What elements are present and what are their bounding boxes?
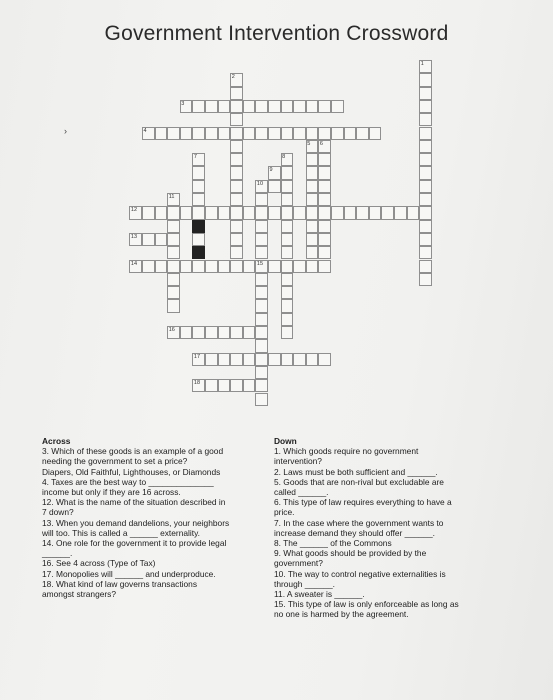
grid-cell[interactable]: [230, 233, 243, 246]
grid-cell[interactable]: [419, 153, 432, 166]
grid-cell[interactable]: [155, 233, 168, 246]
grid-cell[interactable]: [268, 260, 281, 273]
grid-cell[interactable]: [281, 326, 294, 339]
grid-cell[interactable]: [205, 353, 218, 366]
grid-cell[interactable]: [281, 193, 294, 206]
grid-cell[interactable]: [306, 246, 319, 259]
across-clue-line: 7 down?: [42, 507, 74, 518]
grid-cell[interactable]: [369, 127, 382, 140]
down-clues: [274, 436, 544, 620]
grid-cell[interactable]: [192, 180, 205, 193]
grid-cell[interactable]: [381, 206, 394, 219]
grid-cell[interactable]: [243, 127, 256, 140]
clue-number: 11: [168, 194, 175, 200]
across-clue-line: Diapers, Old Faithful, Lighthouses, or Diamonds: [42, 466, 221, 477]
grid-cell[interactable]: [218, 127, 231, 140]
grid-cell[interactable]: [230, 206, 243, 219]
clue-number: 9: [269, 167, 273, 174]
grid-cell[interactable]: [218, 326, 231, 339]
grid-cell[interactable]: [205, 206, 218, 219]
grid-cell[interactable]: [407, 206, 420, 219]
grid-cell[interactable]: [255, 326, 268, 339]
grid-cell[interactable]: [419, 100, 432, 113]
across-clues: [42, 436, 277, 599]
grid-cell[interactable]: [419, 166, 432, 179]
grid-cell[interactable]: [192, 193, 205, 206]
grid-cell[interactable]: [192, 326, 205, 339]
grid-cell[interactable]: [180, 326, 193, 339]
grid-cell[interactable]: [255, 393, 268, 406]
grid-cell[interactable]: [306, 260, 319, 273]
across-clue-line: will too. This is called a ______ externality.: [42, 527, 200, 538]
grid-cell[interactable]: [419, 180, 432, 193]
grid-cell[interactable]: [255, 379, 268, 392]
grid-cell[interactable]: [243, 260, 256, 273]
clue-number: 3: [181, 100, 185, 107]
clue-number: 1: [420, 61, 424, 67]
grid-cell[interactable]: [318, 180, 331, 193]
shaded-cell: [192, 246, 205, 259]
grid-cell[interactable]: [205, 127, 218, 140]
across-clue-line: 14. One role for the government it to provide legal: [42, 538, 227, 549]
grid-cell[interactable]: [419, 87, 432, 100]
grid-cell[interactable]: [369, 206, 382, 219]
grid-cell[interactable]: [218, 353, 231, 366]
grid-cell[interactable]: [192, 233, 205, 246]
grid-cell[interactable]: [230, 180, 243, 193]
down-clue-line: 5. Goods that are non-rival but excludable are: [274, 476, 444, 487]
grid-cell[interactable]: [281, 313, 294, 326]
grid-cell[interactable]: [142, 233, 155, 246]
grid-cell[interactable]: [268, 127, 281, 140]
grid-cell[interactable]: [318, 246, 331, 259]
clue-number: 15: [256, 260, 264, 267]
grid-cell[interactable]: [419, 140, 432, 153]
grid-cell[interactable]: [167, 273, 180, 286]
across-clue-line: 3. Which of these goods is an example of a good: [42, 446, 224, 457]
grid-cell[interactable]: [255, 100, 268, 113]
grid-cell[interactable]: [218, 206, 231, 219]
grid-cell[interactable]: [155, 127, 168, 140]
grid-cell[interactable]: [218, 379, 231, 392]
grid-cell[interactable]: [230, 153, 243, 166]
grid-cell[interactable]: [218, 100, 231, 113]
grid-cell[interactable]: [230, 100, 243, 113]
grid-cell[interactable]: [394, 206, 407, 219]
grid-cell[interactable]: [268, 180, 281, 193]
clue-number: 14: [130, 260, 138, 267]
grid-cell[interactable]: [419, 260, 432, 273]
grid-cell[interactable]: [419, 73, 432, 86]
across-clue-line: 18. What kind of law governs transactions: [42, 578, 198, 589]
down-clue-line: 8. The ______ of the Commons: [274, 538, 392, 549]
grid-cell[interactable]: [167, 299, 180, 312]
grid-cell[interactable]: [255, 193, 268, 206]
grid-cell[interactable]: [230, 326, 243, 339]
grid-cell[interactable]: [230, 353, 243, 366]
grid-cell[interactable]: [255, 127, 268, 140]
down-clue-line: 15. This type of law is only enforceable as long as: [274, 599, 459, 610]
grid-cell[interactable]: [218, 260, 231, 273]
grid-cell[interactable]: [230, 113, 243, 126]
grid-cell[interactable]: [167, 206, 180, 219]
across-clue-line: 4. Taxes are the best way to ______________: [42, 476, 214, 487]
grid-cell[interactable]: [205, 260, 218, 273]
grid-cell[interactable]: [180, 206, 193, 219]
grid-cell[interactable]: [192, 260, 205, 273]
clue-number: 5: [307, 140, 311, 147]
grid-cell[interactable]: [281, 220, 294, 233]
grid-cell[interactable]: [306, 233, 319, 246]
grid-cell[interactable]: [281, 233, 294, 246]
down-clue-line: government?: [274, 558, 323, 569]
grid-cell[interactable]: [356, 206, 369, 219]
grid-cell[interactable]: [281, 246, 294, 259]
down-clue-line: 2. Laws must be both sufficient and ______.: [274, 466, 438, 477]
clue-number: 13: [130, 233, 138, 240]
grid-cell[interactable]: [255, 206, 268, 219]
grid-cell[interactable]: [318, 153, 331, 166]
grid-cell[interactable]: [268, 206, 281, 219]
grid-cell[interactable]: [205, 379, 218, 392]
grid-cell[interactable]: [293, 353, 306, 366]
grid-cell[interactable]: [306, 153, 319, 166]
grid-cell[interactable]: [293, 127, 306, 140]
grid-cell[interactable]: [142, 206, 155, 219]
page-title: Government Intervention Crossword: [104, 22, 449, 45]
grid-cell[interactable]: [281, 166, 294, 179]
across-clue-line: amongst strangers?: [42, 589, 117, 600]
clue-number: 16: [168, 327, 175, 333]
grid-cell[interactable]: [255, 313, 268, 326]
grid-cell[interactable]: [230, 87, 243, 100]
grid-cell[interactable]: [255, 246, 268, 259]
shaded-cell: [192, 220, 205, 233]
grid-cell[interactable]: [356, 127, 369, 140]
grid-cell[interactable]: [419, 113, 432, 126]
clue-number: 10: [256, 180, 264, 187]
grid-cell[interactable]: [344, 127, 357, 140]
down-clue-line: 7. In the case where the government wants to: [274, 517, 444, 528]
clue-number: 8: [282, 154, 286, 161]
grid-cell[interactable]: [306, 206, 319, 219]
grid-cell[interactable]: [255, 273, 268, 286]
grid-cell[interactable]: [306, 180, 319, 193]
grid-cell[interactable]: [142, 260, 155, 273]
down-clue-line: called ______.: [274, 487, 329, 498]
clue-number: 18: [193, 380, 201, 387]
grid-cell[interactable]: [331, 206, 344, 219]
down-clue-line: price.: [274, 507, 295, 518]
grid-cell[interactable]: [306, 127, 319, 140]
grid-cell[interactable]: [192, 127, 205, 140]
grid-cell[interactable]: [331, 127, 344, 140]
grid-cell[interactable]: [155, 206, 168, 219]
grid-cell[interactable]: [318, 206, 331, 219]
grid-cell[interactable]: [230, 140, 243, 153]
across-clue-line: ______.: [42, 548, 73, 559]
grid-cell[interactable]: [293, 100, 306, 113]
grid-cell[interactable]: [192, 166, 205, 179]
grid-cell[interactable]: [243, 326, 256, 339]
grid-cell[interactable]: [318, 166, 331, 179]
down-clue-line: 9. What goods should be provided by the: [274, 548, 427, 559]
down-clue-line: intervention?: [274, 456, 322, 467]
grid-cell[interactable]: [230, 166, 243, 179]
grid-cell[interactable]: [230, 193, 243, 206]
down-clue-line: 10. The way to control negative externalities is: [274, 568, 446, 579]
grid-cell[interactable]: [192, 206, 205, 219]
grid-cell[interactable]: [318, 100, 331, 113]
grid-cell[interactable]: [281, 273, 294, 286]
clue-number: 4: [143, 127, 147, 134]
grid-cell[interactable]: [167, 286, 180, 299]
grid-cell[interactable]: [331, 100, 344, 113]
grid-cell[interactable]: [281, 180, 294, 193]
grid-cell[interactable]: [306, 166, 319, 179]
grid-cell[interactable]: [230, 220, 243, 233]
grid-cell[interactable]: [268, 100, 281, 113]
grid-cell[interactable]: [180, 127, 193, 140]
grid-cell[interactable]: [255, 220, 268, 233]
grid-cell[interactable]: [205, 100, 218, 113]
down-clue-line: through ______.: [274, 578, 336, 589]
across-header: Across: [42, 436, 71, 446]
pen-mark: ›: [64, 126, 67, 136]
across-clue-line: 17. Monopolies will ______ and underproduce.: [42, 568, 216, 579]
across-clue-line: income but only if they are 16 across.: [42, 487, 181, 498]
grid-cell[interactable]: [255, 366, 268, 379]
clue-number: 6: [319, 140, 323, 147]
across-clue-line: 12. What is the name of the situation described in: [42, 497, 226, 508]
grid-cell[interactable]: [293, 206, 306, 219]
grid-cell[interactable]: [167, 233, 180, 246]
clue-number: 12: [130, 207, 138, 214]
grid-cell[interactable]: [255, 299, 268, 312]
grid-cell[interactable]: [318, 127, 331, 140]
grid-cell[interactable]: [155, 260, 168, 273]
down-clue-line: 11. A sweater is ______.: [274, 589, 365, 600]
grid-cell[interactable]: [281, 206, 294, 219]
grid-cell[interactable]: [192, 100, 205, 113]
grid-cell[interactable]: [243, 379, 256, 392]
down-clue-line: 1. Which goods require no government: [274, 446, 419, 457]
grid-cell[interactable]: [255, 233, 268, 246]
grid-cell[interactable]: [281, 100, 294, 113]
grid-cell[interactable]: [419, 206, 432, 219]
grid-cell[interactable]: [419, 127, 432, 140]
grid-cell[interactable]: [167, 246, 180, 259]
grid-cell[interactable]: [167, 260, 180, 273]
grid-cell[interactable]: [167, 127, 180, 140]
grid-cell[interactable]: [306, 100, 319, 113]
grid-cell[interactable]: [281, 353, 294, 366]
grid-cell[interactable]: [255, 353, 268, 366]
grid-cell[interactable]: [230, 260, 243, 273]
down-clue-line: increase demand they should offer ______.: [274, 527, 435, 538]
grid-cell[interactable]: [167, 220, 180, 233]
grid-cell[interactable]: [318, 353, 331, 366]
grid-cell[interactable]: [243, 353, 256, 366]
grid-cell[interactable]: [419, 220, 432, 233]
grid-cell[interactable]: [281, 260, 294, 273]
grid-cell[interactable]: [243, 206, 256, 219]
grid-cell[interactable]: [419, 193, 432, 206]
clue-number: 7: [193, 154, 197, 161]
grid-cell[interactable]: [419, 273, 432, 286]
across-clue-line: 13. When you demand dandelions, your neighbors: [42, 517, 230, 528]
across-clue-line: 16. See 4 across (Type of Tax): [42, 558, 156, 569]
grid-cell[interactable]: [419, 246, 432, 259]
grid-cell[interactable]: [230, 246, 243, 259]
down-clue-line: 6. This type of law requires everything to have a: [274, 497, 452, 508]
down-clue-line: no one is harmed by the agreement.: [274, 609, 409, 620]
grid-cell[interactable]: [230, 379, 243, 392]
grid-cell[interactable]: [318, 260, 331, 273]
grid-cell[interactable]: [243, 100, 256, 113]
grid-cell[interactable]: [281, 299, 294, 312]
grid-cell[interactable]: [230, 127, 243, 140]
grid-cell[interactable]: [281, 286, 294, 299]
grid-cell[interactable]: [180, 260, 193, 273]
grid-cell[interactable]: [255, 339, 268, 352]
grid-cell[interactable]: [318, 233, 331, 246]
grid-cell[interactable]: [344, 206, 357, 219]
grid-cell[interactable]: [306, 193, 319, 206]
grid-cell[interactable]: [293, 260, 306, 273]
down-header: Down: [274, 436, 297, 446]
grid-cell[interactable]: [205, 326, 218, 339]
grid-cell[interactable]: [268, 353, 281, 366]
grid-cell[interactable]: [255, 286, 268, 299]
grid-cell[interactable]: [419, 233, 432, 246]
clue-number: 2: [231, 74, 235, 81]
across-clue-line: needing the government to set a price?: [42, 456, 188, 467]
grid-cell[interactable]: [306, 353, 319, 366]
grid-cell[interactable]: [318, 220, 331, 233]
clue-number: 17: [193, 353, 201, 360]
grid-cell[interactable]: [306, 220, 319, 233]
grid-cell[interactable]: [318, 193, 331, 206]
grid-cell[interactable]: [281, 127, 294, 140]
